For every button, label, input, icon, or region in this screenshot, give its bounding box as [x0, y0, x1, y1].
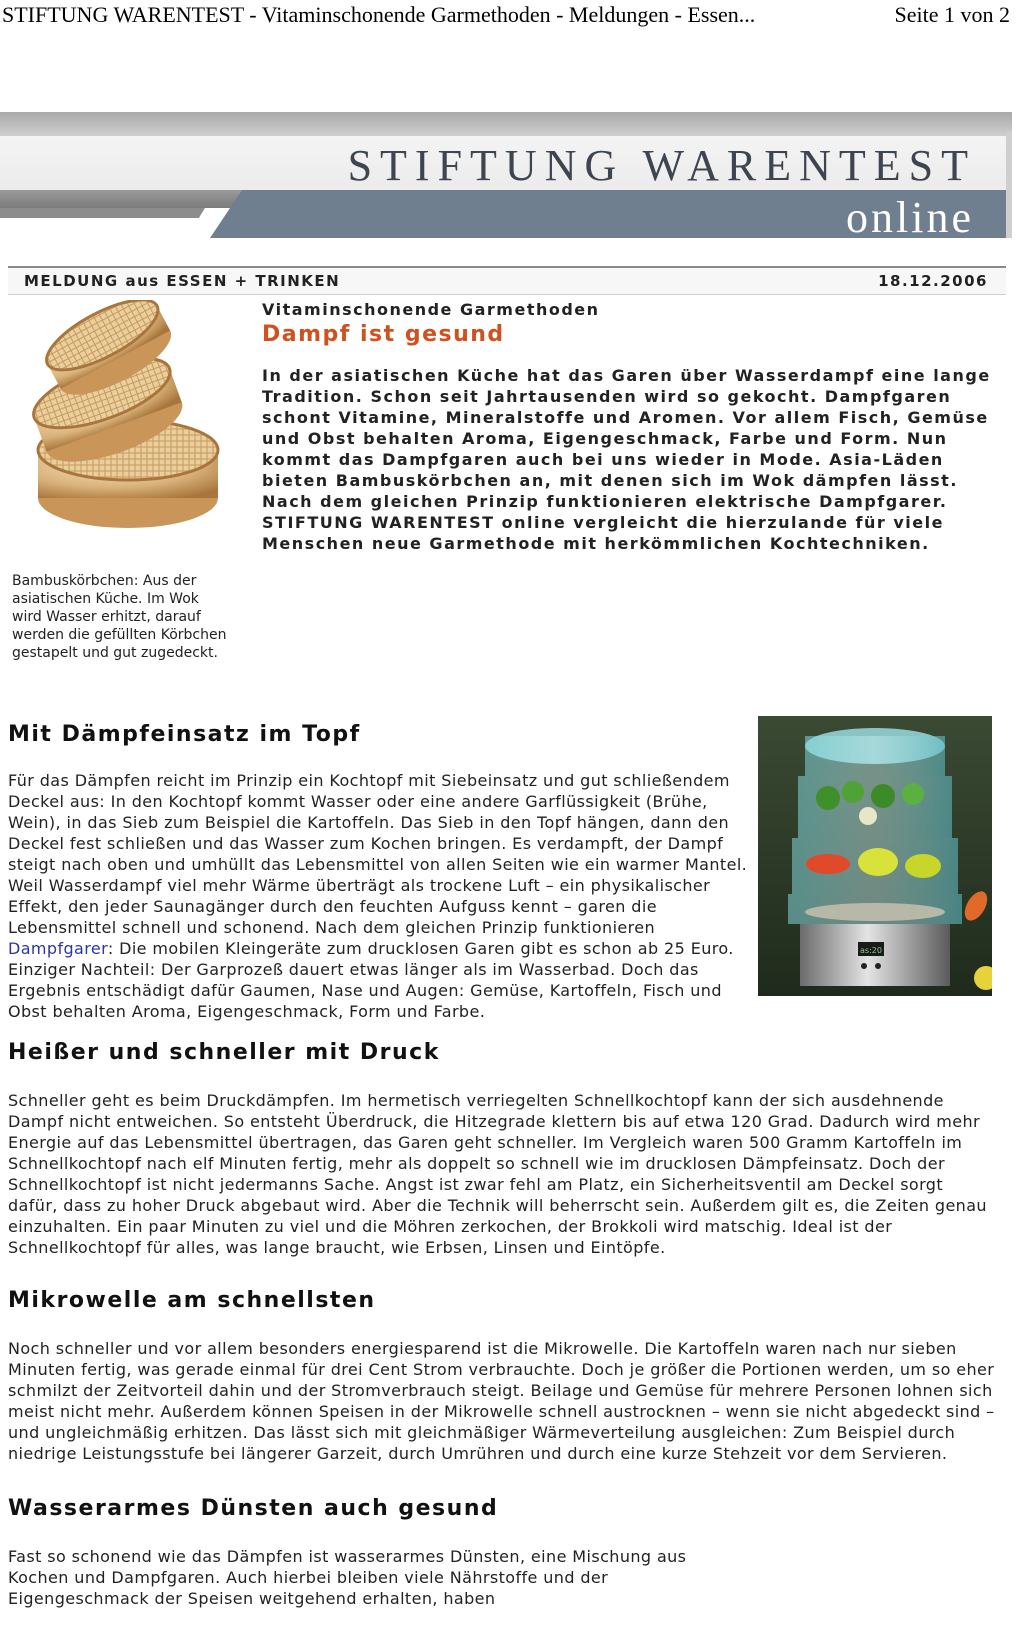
section-title-mikrowelle: Mikrowelle am schnellsten: [8, 1288, 376, 1313]
teaser-text-2: STIFTUNG WARENTEST online vergleicht die hierzulande für viele Menschen neue Garmethode mit herkömmlichen Kochtechniken.: [262, 513, 944, 553]
print-header: [0, 0, 1016, 32]
section-text-druck: Schneller geht es beim Druckdämpfen. Im hermetisch verriegelten Schnellkochtopf kann der sich ausdehnende Dampf nicht entweichen. So entsteht Überdruck, die Hitzegrade klettern bis auf etwa 120 Grad. Dadurch wird mehr Energie auf das Lebensmittel übertragen, das Garen geht schneller. Im Vergleich waren 500 Gramm Kartoffeln im Schnellkochtopf nach elf Minuten fertig, mehr als doppelt so schnell wie im drucklosen Dämpfeinsatz. Doch der Schnellkochtopf ist nicht jedermanns Sache. Angst ist zwar fehl am Platz, ein Sicherheitsventil am Deckel sorgt dafür, dass zu hoher Druck abgebaut wird. Aber die Technik will beherrscht sein. Außerdem gilt es, die Zeiten genau einzuhalten. Ein paar Minuten zu viel und die Möhren zerkochen, der Brokkoli wird matschig. Ideal ist der Schnellkochtopf für alles, was lange braucht, wie Erbsen, Linsen und Eintöpfe.: [8, 1091, 987, 1257]
section-text-duensten: Fast so schonend wie das Dämpfen ist wasserarmes Dünsten, eine Mischung aus Kochen und Dampfgaren. Auch hierbei bleiben viele Nährstoffe und der Eigengeschmack der Speisen weitgehend erhalten, haben: [8, 1547, 687, 1608]
print-title: STIFTUNG WARENTEST - Vitaminschonende Garmethoden - Meldungen - Essen...: [2, 2, 756, 27]
image-caption: Bambuskörbchen: Aus der asiatischen Küche. Im Wok wird Wasser erhitzt, darauf werden die gefüllten Körbchen gestapelt und gut zugedeckt.: [12, 573, 227, 661]
section-text-daempfeinsatz: Für das Dämpfen reicht im Prinzip ein Kochtopf mit Siebeinsatz und gut schließendem Deckel aus: In den Kochtopf kommt Wasser oder eine andere Garflüssigkeit (Brühe, Wein), in das Sieb zum Beispiel die Kartoffeln. Das Sieb in den Topf hängen, dann den Deckel fest schließen und das Wasser zum Kochen bringen. Es verdampft, der Dampf steigt nach oben und umhüllt das Lebensmittel von allen Seiten wie ein warmer Mantel. Weil Wasserdampf viel mehr Wärme überträgt als trockene Luft – ein physikalischer Effekt, den jeder Saunagänger durch den feuchten Aufguss kennt – garen die Lebensmittel schnell und schonend. Nach dem gleichen Prinzip funktionieren Dampfgarer: Die mobilen Kleingeräte zum drucklosen Garen gibt es schon ab 25 Euro. Einziger Nachteil: Der Garprozeß dauert etwas länger als im Wasserbad. Doch das Ergebnis entschädigt dafür Gaumen, Nase und Augen: Gemüse, Kartoffeln, Fisch und Obst behalten Aroma, Eigengeschmack, Form und Farbe.: [8, 771, 748, 1021]
site-logo-name: STIFTUNG WARENTEST: [347, 141, 976, 190]
bamboo-steamer-photo: [18, 300, 228, 540]
steamer-display-text: as:20: [860, 946, 882, 955]
article-teaser: [262, 365, 1002, 554]
site-logo-online: online: [846, 193, 974, 238]
section-title-druck: Heißer und schneller mit Druck: [8, 1040, 440, 1065]
section-text-mikrowelle: Noch schneller und vor allem besonders energiesparend ist die Mikrowelle. Die Kartoffeln waren nach nur sieben Minuten fertig, was gerade einmal für drei Cent Strom verbrauchte. Doch je größer die Portionen werden, um so eher schmilzt der Zeitvorteil dahin und der Stromverbrauch steigt. Beilage und Gemüse für mehrere Personen lohnen sich meist nicht mehr. Außerdem können Speisen in der Mikrowelle schnell austrocknen – wenn sie nicht abgedeckt sind – und ungleichmäßig erhitzen. Das lässt sich mit gleichmäßiger Wärmeverteilung ausgleichen: Zum Beispiel durch niedrige Leistungsstufe bei längerer Garzeit, durch Umrühren und durch eine kurze Stehzeit vor dem Servieren.: [8, 1339, 995, 1463]
article-meta-bar: [8, 266, 1006, 295]
article-date: 18.12.2006: [878, 272, 988, 290]
page-indicator: Seite 1 von 2: [894, 2, 1010, 27]
article-category: MELDUNG aus ESSEN + TRINKEN: [24, 272, 341, 290]
section-title-duensten: Wasserarmes Dünsten auch gesund: [8, 1496, 499, 1521]
article-kicker: Vitaminschonende Garmethoden: [262, 300, 600, 319]
dampfgarer-link[interactable]: Dampfgarer: [8, 939, 108, 958]
site-banner[interactable]: [0, 112, 1012, 238]
article-headline: Dampf ist gesund: [262, 322, 505, 347]
section-title-daempfeinsatz: Mit Dämpfeinsatz im Topf: [8, 722, 361, 747]
teaser-text: In der asiatischen Küche hat das Garen über Wasserdampf eine lange Tradition. Schon seit Jahrtausenden wird so gekocht. Dampfgaren schont Vitamine, Mineralstoffe und Aromen. Vor allem Fisch, Gemüse und Obst behalten Aroma, Eigengeschmack, Farbe und Form. Nun kommt das Dampfgaren auch bei uns wieder in Mode. Asia-Läden bieten Bambuskörbchen an, mit denen sich im Wok dämpfen lässt. Nach dem gleichen Prinzip funktionieren elektrische Dampfgarer.: [262, 366, 991, 511]
electric-steamer-photo: [758, 716, 992, 996]
